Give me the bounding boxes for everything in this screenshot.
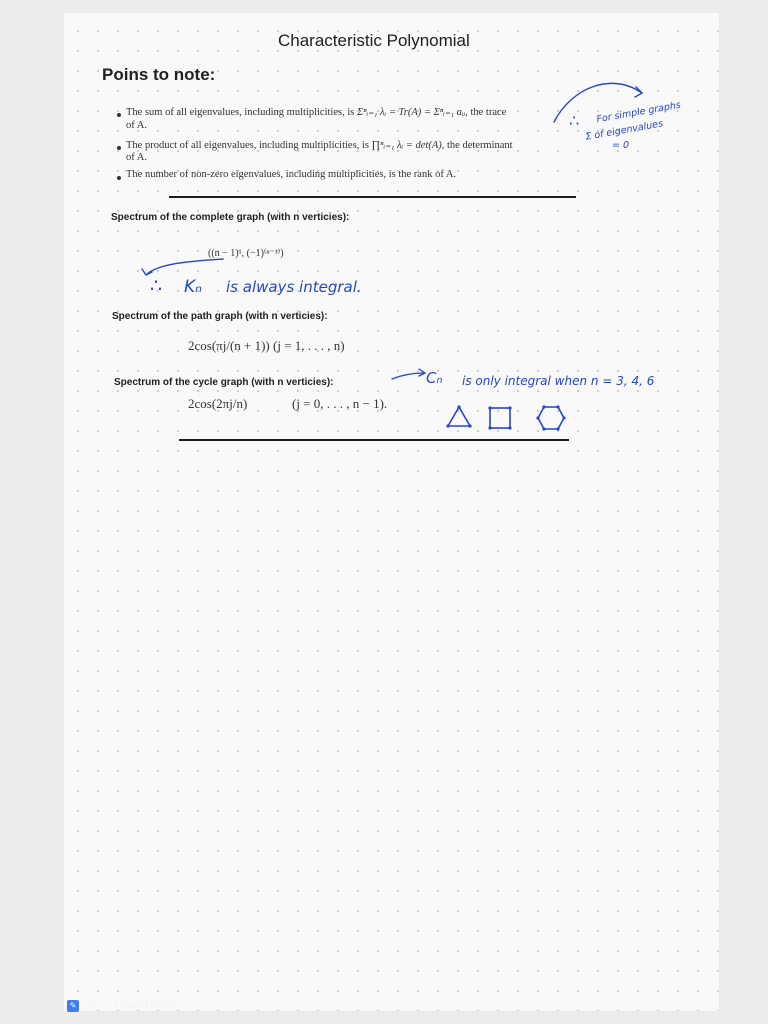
- side-note-line-3: = 0: [612, 140, 630, 151]
- complete-graph-note-subject: Kₙ: [184, 277, 202, 297]
- footer: [67, 995, 176, 1014]
- complete-graph-note: is always integral.: [226, 278, 362, 296]
- side-note-line-1: For simple graphs: [595, 99, 682, 126]
- footer-label: From Huawei Notes: [88, 1000, 177, 1011]
- side-note-line-2: Σ of eigenvalues: [584, 118, 664, 143]
- note-page: [64, 13, 719, 1011]
- path-graph-formula: 2cos(πj/(n + 1)) (j = 1, . . . , n): [188, 338, 345, 353]
- divider-rule: [179, 439, 569, 441]
- point-2-line-2: of A.: [126, 152, 147, 163]
- point-2-tail: , the determinant: [441, 140, 513, 151]
- point-1-line-2: of A.: [126, 120, 147, 131]
- square-icon: [488, 406, 512, 430]
- cycle-graph-note: is only integral when n = 3, 4, 6: [462, 374, 655, 388]
- complete-graph-formula: ((n − 1)¹, (−1)⁽ⁿ⁻¹⁾): [208, 248, 284, 259]
- bullet-dot: [117, 113, 121, 117]
- point-1-line-1: [126, 106, 506, 118]
- notes-app-icon: ✎: [67, 1000, 79, 1012]
- complete-graph-label: Spectrum of the complete graph (with n verticies):: [111, 212, 350, 223]
- section-heading: Poins to note:: [102, 65, 216, 84]
- point-3-line-1: The number of non-zero eigenvalues, including multiplicities, is the rank of A.: [126, 169, 457, 180]
- bullet-dot: [117, 176, 121, 180]
- point-2-text: The product of all eigenvalues, including multiplicities, is: [126, 140, 372, 151]
- therefore-symbol: ∴: [150, 275, 163, 297]
- pointer-arrow-icon: [390, 365, 430, 385]
- cycle-graph-formula-b: (j = 0, . . . , n − 1).: [292, 396, 388, 411]
- point-2-math: ∏ⁿᵢ₌₁ λᵢ = det(A): [371, 140, 442, 151]
- point-1-math: Σⁿᵢ₌₁ λᵢ = Tr(A) = Σⁿᵢ₌₁ aᵢᵢ: [356, 107, 466, 118]
- path-graph-label: Spectrum of the path graph (with n verticies):: [112, 311, 328, 322]
- triangle-icon: [446, 405, 472, 429]
- point-2-line-1: [126, 139, 513, 151]
- cycle-graph-formula-a: 2cos(2πj/n): [188, 396, 248, 411]
- cycle-graph-label: Spectrum of the cycle graph (with n verticies):: [114, 377, 334, 388]
- cycle-graph-note-subject: Cₙ: [426, 369, 443, 387]
- divider-rule: [169, 196, 576, 198]
- therefore-symbol: ∴: [569, 111, 580, 130]
- point-1-tail: , the trace: [465, 107, 507, 118]
- page-title: Characteristic Polynomial: [278, 31, 470, 50]
- bullet-dot: [117, 146, 121, 150]
- point-1-text: The sum of all eigenvalues, including multiplicities, is: [126, 107, 357, 118]
- hexagon-icon: [536, 405, 566, 431]
